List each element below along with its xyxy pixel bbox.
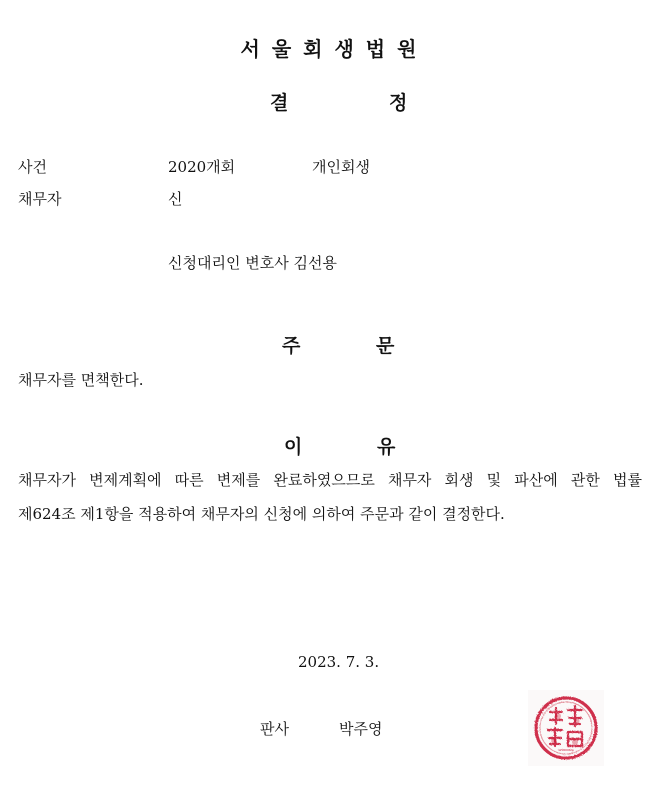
debtor-name: 신	[168, 190, 183, 208]
debtor-label: 채무자	[18, 190, 62, 208]
reason-heading-right: 유	[377, 436, 396, 458]
judge-name: 박주영	[339, 720, 383, 738]
document-title-right: 정	[389, 92, 408, 114]
case-number: 2020개회	[168, 158, 236, 176]
reason-text-line-2: 제624조 제1항을 적용하여 채무자의 신청에 의하여 주문과 같이 결정한다.	[18, 505, 505, 523]
judge-title: 판사	[260, 720, 289, 738]
case-type: 개인회생	[312, 158, 370, 176]
reason-heading-left: 이	[284, 436, 303, 458]
court-name: 서울회생법원	[240, 37, 429, 61]
order-heading-left: 주	[282, 335, 301, 357]
reason-text-line-1: 채무자가 변제계획에 따른 변제를 완료하였으므로 채무자 회생 및 파산에 관한 법률	[18, 471, 642, 489]
reason-text	[18, 463, 642, 531]
order-text: 채무자를 면책한다.	[18, 371, 144, 389]
case-label: 사건	[18, 158, 47, 176]
applicant-agent: 신청대리인 변호사 김선용	[168, 254, 337, 272]
decision-date: 2023. 7. 3.	[298, 653, 380, 671]
order-heading-right: 문	[376, 335, 395, 357]
court-seal-stamp	[528, 690, 604, 766]
document-title-left: 결	[270, 92, 289, 114]
